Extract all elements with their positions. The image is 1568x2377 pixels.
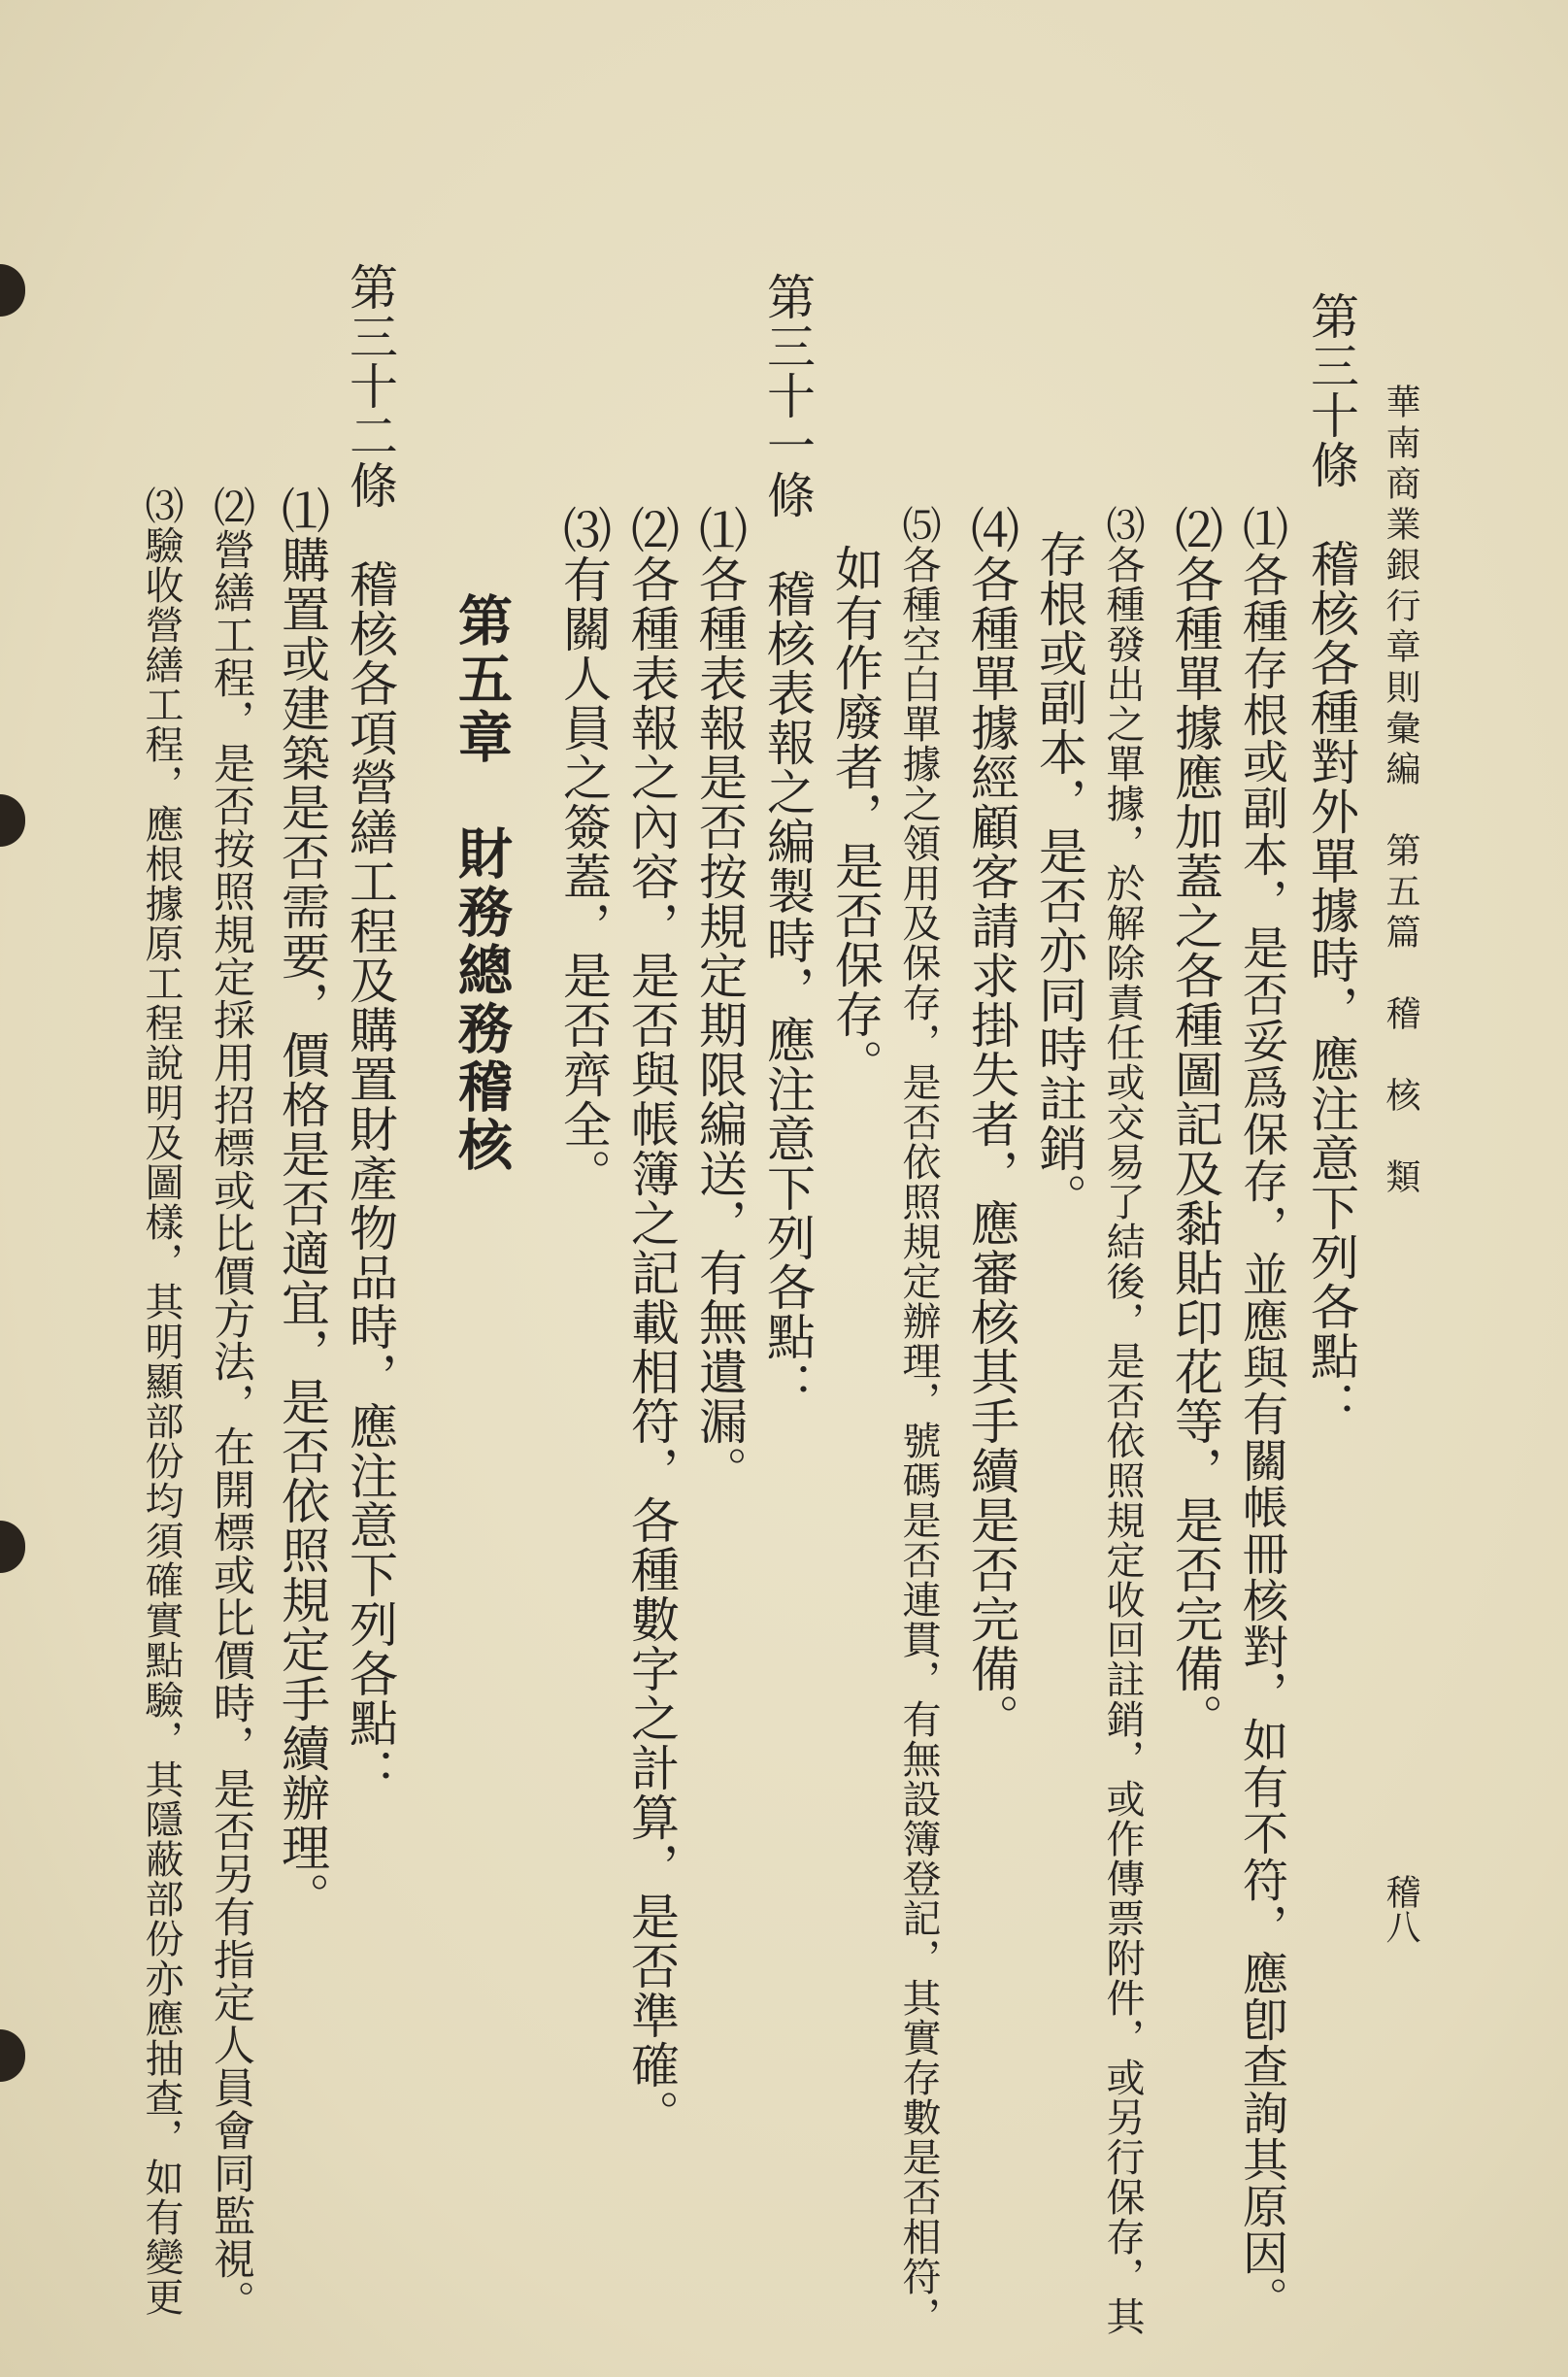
article-31-item: ⑶有關人員之簽蓋，是否齊全。	[555, 505, 612, 1198]
running-header: 華南商業銀行章則彙編 第五篇 稽 核 類	[1381, 384, 1420, 1199]
article-30-item-cont: 存根或副本，是否亦同時註銷。	[1031, 529, 1087, 1222]
binding-hole	[0, 794, 25, 847]
article-32-item: ⑶驗收營繕工程，應根據原工程說明及圖樣，其明顯部份均須確實點驗，其隱蔽部份亦應抽查，如有變更	[139, 485, 183, 2317]
article-30-item: ⑷各種單據經顧客請求掛失者，應審核其手續是否完備。	[963, 505, 1019, 1743]
page-number: 稽八	[1381, 1874, 1420, 1944]
article-30-item: ⑵各種單據應加蓋之各種圖記及黏貼印花等，是否完備。	[1167, 505, 1223, 1743]
binding-hole	[0, 2029, 25, 2082]
article-30-heading: 第三十條 稽核各種對外單據時，應注意下列各點：	[1303, 291, 1359, 1430]
binding-hole	[0, 1521, 25, 1573]
article-31-heading: 第三十一條 稽核表報之編製時，應注意下列各點：	[759, 272, 816, 1411]
article-32-item: ⑵營繕工程，是否按照規定採用招標或比價方法，在開標或比價時，是否另有指定人員會同監視。	[207, 485, 255, 2323]
article-30-item-cont: 如有作廢者，是否保存。	[827, 544, 884, 1088]
article-30-item: ⑶各種發出之單據，於解除責任或交易了結後，是否依照規定收回註銷，或作傳票附件，或另行保存，其	[1100, 505, 1145, 2336]
article-32-item: ⑴購置或建築是否需要，價格是否適宜，是否依照規定手續辦理。	[274, 485, 330, 1922]
article-31-item: ⑴各種表報是否按規定期限編送，有無遺漏。	[691, 505, 748, 1495]
article-30-item: ⑸各種空白單據之領用及保存，是否依照規定辦理，號碼是否連貫，有無設簿登記，其實存數是否相符，	[896, 505, 941, 2336]
article-30-item: ⑴各種存根或副本，是否妥爲保存，並應與有關帳冊核對，如有不符，應卽查詢其原因。	[1235, 505, 1288, 2323]
article-31-item: ⑵各種表報之內容，是否與帳簿之記載相符，各種數字之計算，是否準確。	[623, 505, 680, 2139]
article-32-heading: 第三十二條 稽核各項營繕工程及購置財產物品時，應注意下列各點：	[342, 262, 398, 1797]
chapter-title: 第五章 財務總務稽核	[450, 592, 514, 1175]
binding-hole	[0, 264, 25, 317]
